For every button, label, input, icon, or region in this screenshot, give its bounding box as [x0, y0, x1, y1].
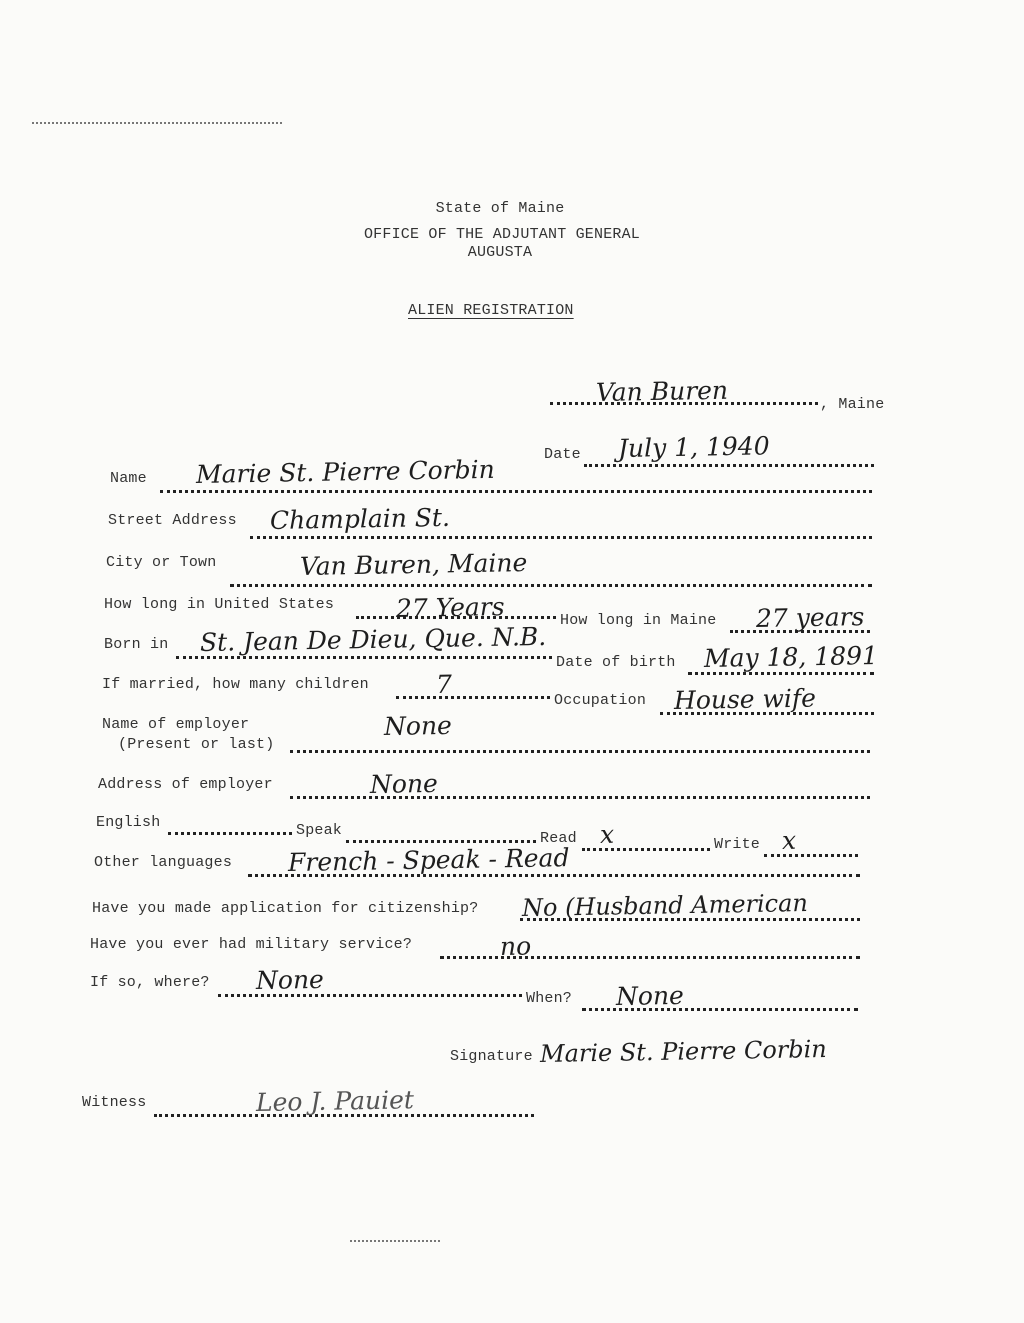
born-in-dots: [176, 656, 552, 659]
city-label: City or Town: [106, 554, 217, 571]
children-dots: [396, 696, 550, 699]
english-dots: [168, 832, 292, 835]
scan-specks-bottom: [350, 1240, 440, 1242]
place-town-value: Van Buren: [595, 375, 729, 407]
when-label: When?: [526, 990, 573, 1007]
children-label: If married, how many children: [102, 676, 369, 693]
witness-value: Leo J. Pauiet: [255, 1085, 415, 1117]
employer-value: None: [383, 710, 453, 741]
citizenship-value: No (Husband American: [521, 889, 809, 922]
employer-address-label: Address of employer: [98, 776, 273, 793]
city-heading: AUGUSTA: [467, 244, 533, 261]
witness-label: Witness: [82, 1094, 147, 1111]
how-long-maine-value: 27 years: [755, 602, 865, 633]
military-value: no: [499, 931, 532, 961]
when-value: None: [615, 980, 685, 1011]
signature-label: Signature: [450, 1048, 533, 1065]
street-dots: [250, 536, 872, 539]
other-languages-label: Other languages: [94, 854, 233, 871]
employer-address-value: None: [369, 768, 439, 799]
name-label: Name: [110, 470, 147, 487]
date-of-birth-value: May 18, 1891: [703, 640, 879, 673]
how-long-us-value: 27 Years: [395, 592, 505, 623]
children-value: 7: [435, 669, 453, 699]
signature-value: Marie St. Pierre Corbin: [539, 1034, 827, 1068]
employer-dots: [290, 750, 870, 753]
military-label: Have you ever had military service?: [90, 936, 413, 953]
state-heading: State of Maine: [435, 200, 565, 217]
employer-sublabel: (Present or last): [118, 736, 275, 753]
street-value: Champlain St.: [269, 502, 451, 535]
occupation-label: Occupation: [554, 692, 647, 709]
english-speak-label: Speak: [296, 822, 343, 839]
office-heading: OFFICE OF THE ADJUTANT GENERAL: [363, 226, 641, 243]
other-languages-value: French - Speak - Read: [287, 843, 570, 877]
english-write-dots: [764, 854, 858, 857]
scan-specks: [32, 122, 282, 124]
city-dots: [230, 584, 872, 587]
name-value: Marie St. Pierre Corbin: [195, 454, 495, 489]
employer-label: Name of employer: [102, 716, 250, 733]
occupation-value: House wife: [673, 683, 817, 715]
form-title: ALIEN REGISTRATION: [408, 302, 574, 319]
place-suffix: , Maine: [820, 396, 885, 413]
how-long-us-label: How long in United States: [104, 596, 335, 613]
english-read-value: x: [599, 819, 615, 849]
where-label: If so, where?: [90, 974, 210, 991]
english-read-label: Read: [540, 830, 577, 847]
date-label: Date: [544, 446, 581, 463]
date-dots: [584, 464, 874, 467]
where-value: None: [255, 964, 325, 995]
born-in-value: St. Jean De Dieu, Que. N.B.: [199, 621, 547, 657]
city-value: Van Buren, Maine: [299, 548, 528, 581]
english-label: English: [96, 814, 161, 831]
english-write-value: x: [781, 825, 797, 855]
how-long-maine-label: How long in Maine: [560, 612, 717, 629]
street-label: Street Address: [108, 512, 237, 529]
date-of-birth-label: Date of birth: [556, 654, 676, 671]
born-in-label: Born in: [104, 636, 169, 653]
citizenship-label: Have you made application for citizenship?: [92, 900, 479, 917]
english-speak-dots: [346, 840, 536, 843]
date-value: July 1, 1940: [617, 431, 770, 463]
english-write-label: Write: [714, 836, 761, 853]
name-dots: [160, 490, 872, 493]
